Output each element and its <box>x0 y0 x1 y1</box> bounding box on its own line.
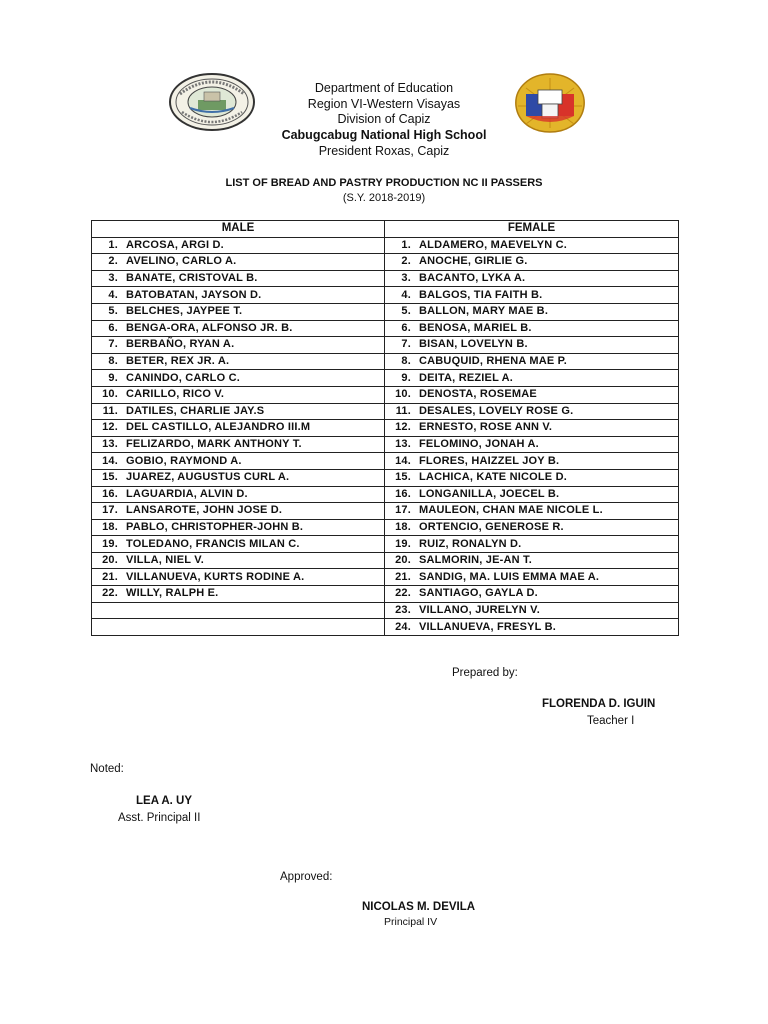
male-passer-cell <box>92 303 385 320</box>
table-row <box>92 370 679 387</box>
approved-title: Principal IV <box>384 916 438 928</box>
male-passer-number: 19. <box>102 537 118 550</box>
male-passer-name: BETER, REX JR. A. <box>126 355 230 368</box>
table-row <box>92 420 679 437</box>
male-passer-cell <box>92 469 385 486</box>
female-passer-number: 24. <box>395 620 411 633</box>
approved-name: NICOLAS M. DEVILA <box>362 901 476 913</box>
female-passer-name: MAULEON, CHAN MAE NICOLE L. <box>419 504 603 517</box>
male-passer-number: 17. <box>102 504 118 517</box>
female-passer-cell <box>385 303 679 320</box>
female-passer-number: 1. <box>401 238 411 251</box>
male-passer-cell <box>92 453 385 470</box>
male-passer-cell <box>92 586 385 603</box>
table-row <box>92 270 679 287</box>
female-passer-cell <box>385 453 679 470</box>
female-passer-name: SANTIAGO, GAYLA D. <box>419 587 538 600</box>
table-row <box>92 486 679 503</box>
female-passer-cell <box>385 602 679 619</box>
female-passer-cell <box>385 503 679 520</box>
female-passer-number: 14. <box>395 454 411 467</box>
male-passer-number: 14. <box>102 454 118 467</box>
male-passer-cell <box>92 320 385 337</box>
male-passer-name: ARCOSA, ARGI D. <box>126 238 224 251</box>
female-passer-cell <box>385 552 679 569</box>
female-passer-name: CABUQUID, RHENA MAE P. <box>419 355 568 368</box>
female-passer-number: 22. <box>395 587 411 600</box>
female-passer-name: FELOMINO, JONAH A. <box>419 438 539 451</box>
male-passer-cell <box>92 420 385 437</box>
female-passer-number: 20. <box>395 554 411 567</box>
female-passer-cell <box>385 320 679 337</box>
table-row <box>92 353 679 370</box>
female-passer-name: BENOSA, MARIEL B. <box>419 321 532 334</box>
male-passer-name: BANATE, CRISTOVAL B. <box>126 272 258 285</box>
school-year: (S.Y. 2018-2019) <box>342 192 426 204</box>
noted-title: Asst. Principal II <box>118 812 201 824</box>
male-passer-name: LANSAROTE, JOHN JOSE D. <box>126 504 283 517</box>
male-passer-name: CARILLO, RICO V. <box>126 388 225 401</box>
male-passer-cell <box>92 536 385 553</box>
female-passer-cell <box>385 270 679 287</box>
male-passer-cell <box>92 552 385 569</box>
female-passer-name: BALLON, MARY MAE B. <box>419 305 549 318</box>
male-passer-name: CANINDO, CARLO C. <box>126 371 241 384</box>
table-header-row <box>92 221 679 238</box>
male-passer-cell <box>92 519 385 536</box>
table-row <box>92 469 679 486</box>
female-passer-number: 19. <box>395 537 411 550</box>
table-row <box>92 436 679 453</box>
female-passer-number: 3. <box>401 272 411 285</box>
male-passer-name: TOLEDANO, FRANCIS MILAN C. <box>126 537 300 550</box>
female-passer-name: SANDIG, MA. LUIS EMMA MAE A. <box>419 570 600 583</box>
male-passer-number: 10. <box>102 388 118 401</box>
header-division: Division of Capiz <box>337 112 431 126</box>
male-passer-cell <box>92 436 385 453</box>
male-passer-name: BELCHES, JAYPEE T. <box>126 305 243 318</box>
passers-table <box>91 220 679 636</box>
female-passer-number: 8. <box>401 355 411 368</box>
female-passer-name: ORTENCIO, GENEROSE R. <box>419 520 564 533</box>
male-passer-cell <box>92 503 385 520</box>
female-passer-cell <box>385 469 679 486</box>
noted-name: LEA A. UY <box>136 795 193 807</box>
male-passer-cell <box>92 403 385 420</box>
male-passer-number: 1. <box>108 238 118 251</box>
female-passer-name: DEITA, REZIEL A. <box>419 371 514 384</box>
male-passer-cell <box>92 270 385 287</box>
female-passer-name: SALMORIN, JE-AN T. <box>419 554 532 567</box>
male-passer-number: 8. <box>108 355 118 368</box>
female-passer-cell <box>385 237 679 254</box>
female-passer-name: ANOCHE, GIRLIE G. <box>419 255 528 268</box>
male-passer-cell <box>92 619 385 636</box>
male-passer-cell <box>92 337 385 354</box>
male-passer-cell <box>92 602 385 619</box>
table-row <box>92 237 679 254</box>
male-passer-number: 20. <box>102 554 118 567</box>
table-row <box>92 303 679 320</box>
female-passer-cell <box>385 254 679 271</box>
female-passer-cell <box>385 386 679 403</box>
female-passer-number: 5. <box>401 305 411 318</box>
female-passer-name: DENOSTA, ROSEMAE <box>419 388 537 401</box>
female-passer-cell <box>385 519 679 536</box>
male-passer-number: 5. <box>108 305 118 318</box>
male-passer-name: JUAREZ, AUGUSTUS CURL A. <box>126 471 290 484</box>
prepared-by-title: Teacher I <box>587 715 635 727</box>
female-passer-number: 11. <box>395 404 411 417</box>
header-school-address: President Roxas, Capiz <box>318 144 450 158</box>
table-row <box>92 536 679 553</box>
table-row <box>92 287 679 304</box>
female-passer-cell <box>385 619 679 636</box>
male-passer-number: 11. <box>102 404 118 417</box>
female-column-header: FEMALE <box>385 221 679 238</box>
male-passer-name: VILLANUEVA, KURTS RODINE A. <box>126 570 305 583</box>
male-passer-cell <box>92 370 385 387</box>
female-passer-cell <box>385 370 679 387</box>
female-passer-name: ERNESTO, ROSE ANN V. <box>419 421 553 434</box>
table-row <box>92 569 679 586</box>
female-passer-number: 16. <box>395 487 411 500</box>
female-passer-name: BACANTO, LYKA A. <box>419 272 526 285</box>
male-passer-number: 3. <box>108 272 118 285</box>
female-passer-number: 6. <box>401 321 411 334</box>
female-passer-number: 23. <box>395 603 411 616</box>
male-passer-number: 12. <box>102 421 118 434</box>
prepared-by-label: Prepared by: <box>452 667 518 679</box>
table-row <box>92 337 679 354</box>
female-passer-number: 13. <box>395 438 411 451</box>
male-passer-name: AVELINO, CARLO A. <box>126 255 237 268</box>
list-title: LIST OF BREAD AND PASTRY PRODUCTION NC II PASSERS <box>225 177 543 189</box>
approved-label: Approved: <box>280 871 333 883</box>
female-passer-name: BALGOS, TIA FAITH B. <box>419 288 543 301</box>
male-passer-name: BERBAÑO, RYAN A. <box>126 338 235 351</box>
female-passer-cell <box>385 536 679 553</box>
female-passer-number: 15. <box>395 471 411 484</box>
male-passer-name: DEL CASTILLO, ALEJANDRO III.M <box>126 421 311 434</box>
male-passer-cell <box>92 386 385 403</box>
male-passer-number: 18. <box>102 520 118 533</box>
female-passer-number: 4. <box>401 288 411 301</box>
male-passer-cell <box>92 254 385 271</box>
female-passer-cell <box>385 337 679 354</box>
table-row <box>92 254 679 271</box>
male-passer-cell <box>92 287 385 304</box>
header-region: Region VI-Western Visayas <box>307 97 461 111</box>
female-passer-name: LACHICA, KATE NICOLE D. <box>419 471 568 484</box>
female-passer-name: RUIZ, RONALYN D. <box>419 537 522 550</box>
male-passer-name: LAGUARDIA, ALVIN D. <box>126 487 248 500</box>
male-passer-number: 21. <box>102 570 118 583</box>
table-body <box>92 237 679 635</box>
table-row <box>92 403 679 420</box>
female-passer-number: 21. <box>395 570 411 583</box>
male-passer-name: FELIZARDO, MARK ANTHONY T. <box>126 438 302 451</box>
table-row <box>92 552 679 569</box>
table-row <box>92 619 679 636</box>
male-passer-number: 9. <box>108 371 118 384</box>
male-passer-number: 7. <box>108 338 118 351</box>
male-passer-name: GOBIO, RAYMOND A. <box>126 454 242 467</box>
male-passer-number: 16. <box>102 487 118 500</box>
female-passer-name: ALDAMERO, MAEVELYN C. <box>419 238 568 251</box>
male-passer-number: 22. <box>102 587 118 600</box>
table-row <box>92 386 679 403</box>
female-passer-number: 12. <box>395 421 411 434</box>
male-passer-cell <box>92 353 385 370</box>
female-passer-cell <box>385 486 679 503</box>
female-passer-cell <box>385 287 679 304</box>
prepared-by-name: FLORENDA D. IGUIN <box>542 698 656 710</box>
header-department: Department of Education <box>314 81 454 95</box>
male-passer-number: 2. <box>108 255 118 268</box>
female-passer-number: 2. <box>401 255 411 268</box>
male-passer-cell <box>92 569 385 586</box>
noted-label: Noted: <box>90 763 124 775</box>
male-passer-name: WILLY, RALPH E. <box>126 587 219 600</box>
male-passer-name: DATILES, CHARLIE JAY.S <box>126 404 265 417</box>
female-passer-cell <box>385 403 679 420</box>
table-row <box>92 503 679 520</box>
male-column-header: MALE <box>92 221 385 238</box>
table-row <box>92 320 679 337</box>
female-passer-cell <box>385 569 679 586</box>
male-passer-name: VILLA, NIEL V. <box>126 554 204 567</box>
female-passer-number: 10. <box>395 388 411 401</box>
table-row <box>92 453 679 470</box>
male-passer-name: BATOBATAN, JAYSON D. <box>126 288 262 301</box>
female-passer-name: DESALES, LOVELY ROSE G. <box>419 404 574 417</box>
female-passer-number: 18. <box>395 520 411 533</box>
female-passer-cell <box>385 436 679 453</box>
male-passer-number: 6. <box>108 321 118 334</box>
table-row <box>92 602 679 619</box>
female-passer-cell <box>385 420 679 437</box>
female-passer-name: VILLANUEVA, FRESYL B. <box>419 620 557 633</box>
header-school-name: Cabugcabug National High School <box>281 128 487 142</box>
male-passer-number: 15. <box>102 471 118 484</box>
female-passer-number: 7. <box>401 338 411 351</box>
female-passer-number: 9. <box>401 371 411 384</box>
male-passer-cell <box>92 237 385 254</box>
table-row <box>92 519 679 536</box>
female-passer-number: 17. <box>395 504 411 517</box>
female-passer-cell <box>385 586 679 603</box>
male-passer-number: 4. <box>108 288 118 301</box>
female-passer-name: VILLANO, JURELYN V. <box>419 603 540 616</box>
male-passer-cell <box>92 486 385 503</box>
male-passer-name: PABLO, CHRISTOPHER-JOHN B. <box>126 520 304 533</box>
male-passer-number: 13. <box>102 438 118 451</box>
female-passer-name: FLORES, HAIZZEL JOY B. <box>419 454 560 467</box>
female-passer-cell <box>385 353 679 370</box>
male-passer-name: BENGA-ORA, ALFONSO JR. B. <box>126 321 293 334</box>
female-passer-name: LONGANILLA, JOECEL B. <box>419 487 560 500</box>
table-row <box>92 586 679 603</box>
female-passer-name: BISAN, LOVELYN B. <box>419 338 528 351</box>
